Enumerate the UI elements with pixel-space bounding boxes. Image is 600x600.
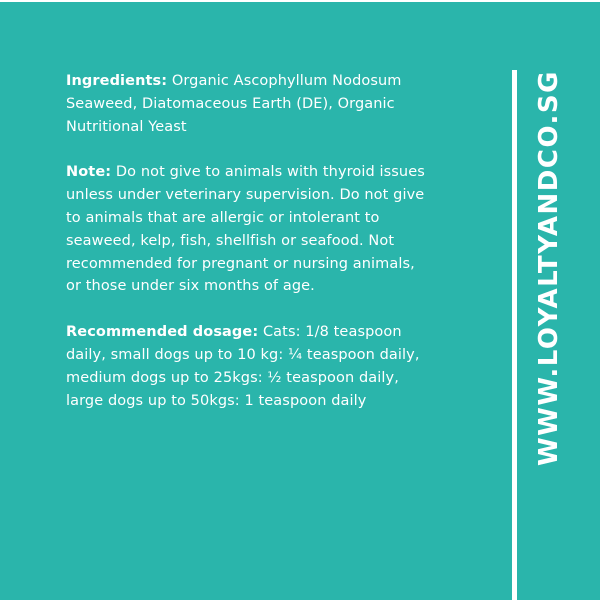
dosage-label: Recommended dosage: (66, 324, 259, 341)
ingredients-paragraph (66, 70, 426, 138)
note-text: Do not give to animals with thyroid issues unless under veterinary supervision. Do not give to animals that are allergic or intolerant to seaweed, kelp, fish, shellfish or seafood. Not recommended for pregnant or nursing animals, or those under six months of age. (66, 164, 425, 295)
dosage-text: Cats: 1/8 teaspoon daily, small dogs up to 10 kg: ¼ teaspoon daily, medium dogs up to 25kgs: ½ teaspoon daily, large dogs up to 50kgs: 1 teaspoon daily (66, 324, 420, 409)
ingredients-text: Organic Ascophyllum Nodosum Seaweed, Diatomaceous Earth (DE), Organic Nutritional Yeast (66, 73, 402, 135)
ingredients-label: Ingredients: (66, 73, 168, 89)
dosage-paragraph (66, 321, 426, 412)
note-paragraph (66, 161, 426, 298)
vertical-divider (512, 70, 517, 600)
product-info (66, 70, 426, 435)
top-border-line (0, 0, 600, 2)
note-label: Note: (66, 164, 112, 181)
website-url: WWW.LOYALTYANDCO.SG (534, 70, 564, 466)
